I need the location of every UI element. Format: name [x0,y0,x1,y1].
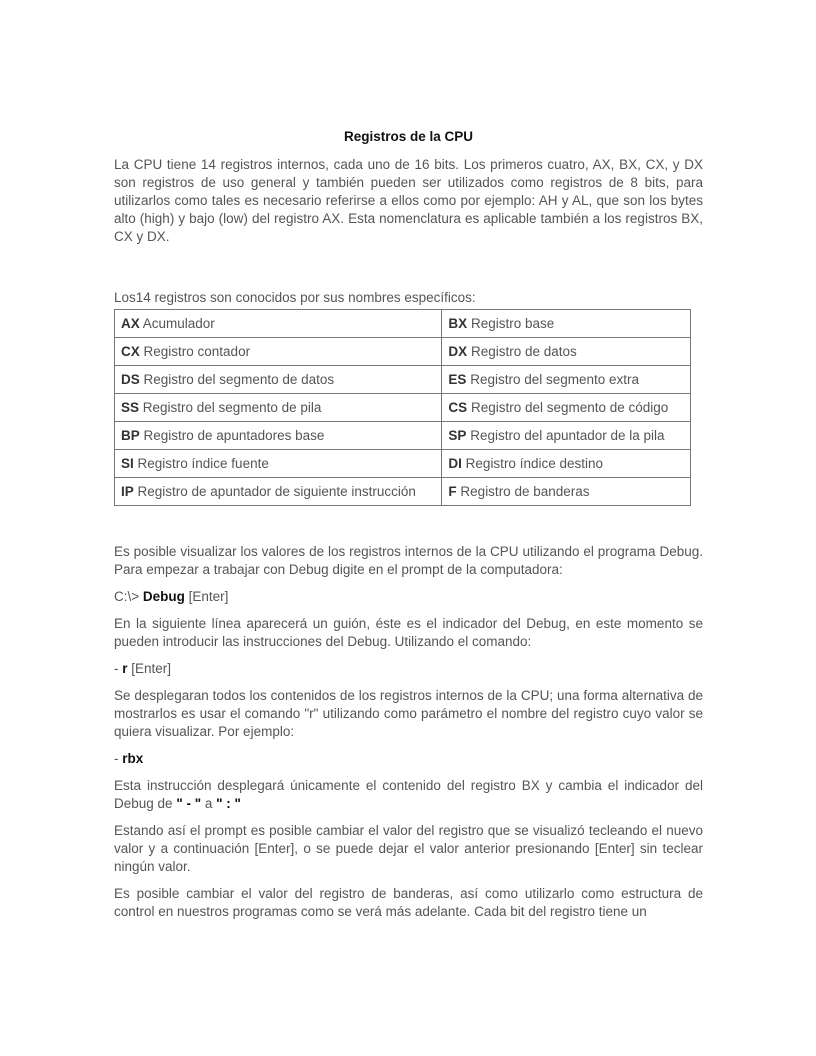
register-abbr: SI [121,455,134,471]
command-keyword: rbx [122,751,144,766]
register-desc: Registro base [467,315,555,331]
table-row [115,338,691,366]
register-cell [442,338,691,366]
register-abbr: ES [448,371,467,387]
table-row [115,422,691,450]
guion-paragraph: En la siguiente línea aparecerá un guión, éste es el indicador del Debug, en este momento se pueden introducir las instrucciones del Debug. Utilizando el comando: [114,616,703,649]
command-suffix: [Enter] [184,589,229,604]
register-abbr: SP [448,427,467,443]
intro-paragraph: La CPU tiene 14 registros internos, cada uno de 16 bits. Los primeros cuatro, AX, BX, CX, y DX son registros de uso general y también pueden ser utilizados como registros de 8 bits, para utilizarlos como tales es necesario referirse a ellos como por ejemplo: AH y AL, que son los bytes alto (high) y bajo (low) del registro AX. Esta nomenclatura es aplicable también a los registros BX, CX y DX. [114,157,703,244]
register-abbr: BX [448,315,468,331]
register-cell [442,450,691,478]
page-title: Registros de la CPU [343,129,474,144]
banderas-paragraph: Es posible cambiar el valor del registro de banderas, así como utilizarlo como estructura de control en nuestros programas como se verá más adelante. Cada bit del registro tiene un [114,886,703,919]
table-row [115,478,691,506]
indicator-from: " - " [176,796,202,811]
indicator-to: " : " [216,796,241,811]
register-desc: Acumulador [139,315,215,331]
command-keyword: r [122,661,128,676]
list-intro-paragraph: Los14 registros son conocidos por sus nombres específicos: [114,290,476,305]
instruccion-text: Esta instrucción desplegará únicamente el contenido del registro BX y cambia el indicador del Debug de [114,778,703,811]
command-suffix: [Enter] [127,661,172,676]
register-cell [115,366,442,394]
table-row [115,450,691,478]
register-cell [115,394,442,422]
instruccion-paragraph [114,777,703,813]
register-cell [115,338,442,366]
document-page [114,128,703,921]
register-abbr: CS [448,399,468,415]
register-abbr: F [448,483,457,499]
register-desc: Registro del segmento de pila [139,399,322,415]
register-desc: Registro del apuntador de la pila [466,427,665,443]
command-prefix: - [114,661,123,676]
register-cell [115,310,442,338]
register-desc: Registro índice fuente [133,455,269,471]
register-cell [442,478,691,506]
register-abbr: BP [121,427,140,443]
command-prefix: - [114,751,123,766]
register-desc: Registro del segmento extra [466,371,640,387]
debug-intro-paragraph: Es posible visualizar los valores de los registros internos de la CPU utilizando el programa Debug. Para empezar a trabajar con Debug digite en el prompt de la computadora: [114,544,703,577]
register-abbr: SS [121,399,140,415]
register-cell [442,422,691,450]
command-keyword: Debug [142,589,185,604]
register-abbr: DX [448,343,468,359]
register-abbr: CX [121,343,140,359]
instruccion-mid: a [201,796,217,811]
register-desc: Registro de apuntadores base [139,427,325,443]
register-cell [442,366,691,394]
table-row [115,366,691,394]
register-desc: Registro de apuntador de siguiente instrucción [133,483,416,499]
register-abbr: IP [121,483,134,499]
table-row [115,394,691,422]
register-desc: Registro índice destino [461,455,603,471]
registers-table [114,309,691,506]
register-desc: Registro contador [139,343,251,359]
register-abbr: AX [121,315,140,331]
register-abbr: DI [448,455,462,471]
register-desc: Registro de banderas [456,483,590,499]
command-prefix: C:\> [114,589,143,604]
register-desc: Registro del segmento de código [467,399,669,415]
desplegar-paragraph: Se desplegaran todos los contenidos de los registros internos de la CPU; una forma alternativa de mostrarlos es usar el comando "r" utilizando como parámetro el nombre del registro cuyo valor se quiera visualizar. Por ejemplo: [114,688,703,739]
command-debug [114,588,703,606]
command-rbx [114,750,703,768]
register-cell [115,450,442,478]
estando-paragraph: Estando así el prompt es posible cambiar el valor del registro que se visualizó tecleando el nuevo valor y a continuación [Enter], o se puede dejar el valor anterior presionando [Enter] sin teclear ningún valor. [114,823,703,874]
register-abbr: DS [121,371,140,387]
command-r [114,660,703,678]
table-row [115,310,691,338]
register-cell [442,310,691,338]
register-cell [115,422,442,450]
register-cell [442,394,691,422]
register-desc: Registro de datos [467,343,577,359]
register-desc: Registro del segmento de datos [139,371,335,387]
register-cell [115,478,442,506]
